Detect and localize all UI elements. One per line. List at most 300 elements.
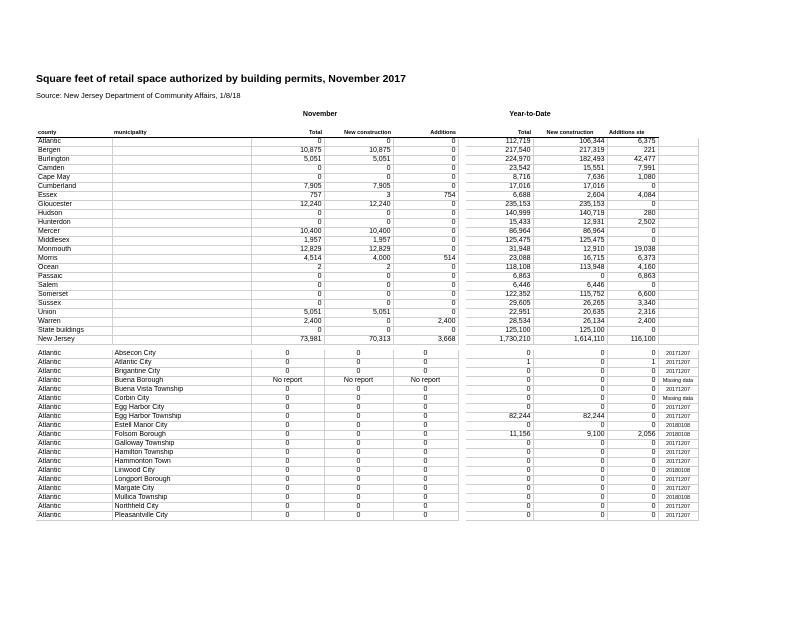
county-cell: Atlantic xyxy=(36,467,112,476)
ytd-new-cell: 0 xyxy=(533,386,607,395)
nov-total-cell: 0 xyxy=(251,327,324,336)
nov-total-cell: 12,240 xyxy=(251,201,324,210)
ytd-new-cell: 0 xyxy=(533,494,607,503)
ytd-new-cell: 86,964 xyxy=(533,228,607,237)
nov-new-cell: 5,051 xyxy=(324,309,393,318)
ytd-additions-cell: 6,373 xyxy=(607,255,658,264)
county-cell: Monmouth xyxy=(36,246,112,255)
gap-cell xyxy=(458,156,466,165)
municipality-row xyxy=(36,413,698,422)
note-cell xyxy=(658,183,698,192)
ytd-total-cell: 0 xyxy=(466,503,533,512)
county-cell: Cumberland xyxy=(36,183,112,192)
gap-cell xyxy=(458,368,466,377)
ytd-total-cell: 0 xyxy=(466,458,533,467)
gap-cell xyxy=(458,485,466,494)
ytd-total-cell: 0 xyxy=(466,512,533,521)
report-date-cell: 20171207 xyxy=(658,458,698,467)
nov-additions-cell: 0 xyxy=(393,228,458,237)
nov-total-cell: 0 xyxy=(251,273,324,282)
nov-additions-cell: 0 xyxy=(393,174,458,183)
ytd-new-cell: 106,344 xyxy=(533,138,607,147)
county-row xyxy=(36,174,698,183)
county-cell: Atlantic xyxy=(36,431,112,440)
ytd-additions-cell: 0 xyxy=(607,377,658,386)
nov-total-cell: 2 xyxy=(251,264,324,273)
nov-additions-cell: 0 xyxy=(393,431,458,440)
note-cell xyxy=(658,156,698,165)
ytd-total-cell: 0 xyxy=(466,368,533,377)
ytd-new-cell: 0 xyxy=(533,449,607,458)
nov-new-cell: 4,000 xyxy=(324,255,393,264)
ytd-new-cell: 0 xyxy=(533,395,607,404)
county-cell: Atlantic xyxy=(36,413,112,422)
nov-new-cell: 0 xyxy=(324,431,393,440)
note-cell xyxy=(658,309,698,318)
ytd-new-cell: 0 xyxy=(533,422,607,431)
report-date-cell: 20171207 xyxy=(658,350,698,359)
note-cell xyxy=(658,174,698,183)
report-date-cell: 20180108 xyxy=(658,431,698,440)
col-ytd-additions: Additions ste xyxy=(607,128,658,138)
gap-cell xyxy=(458,138,466,147)
municipality-cell xyxy=(112,201,251,210)
gap-cell xyxy=(458,431,466,440)
nov-new-cell: 0 xyxy=(324,273,393,282)
nov-total-cell: 5,051 xyxy=(251,156,324,165)
ytd-new-cell: 26,265 xyxy=(533,300,607,309)
nov-additions-cell: 0 xyxy=(393,237,458,246)
municipality-cell xyxy=(112,210,251,219)
municipality-cell xyxy=(112,237,251,246)
county-row xyxy=(36,264,698,273)
ytd-new-cell: 182,493 xyxy=(533,156,607,165)
report-date-cell: 20171207 xyxy=(658,359,698,368)
ytd-additions-cell: 2,400 xyxy=(607,318,658,327)
county-cell: Atlantic xyxy=(36,458,112,467)
ytd-new-cell: 235,153 xyxy=(533,201,607,210)
ytd-additions-cell: 0 xyxy=(607,327,658,336)
nov-additions-cell: 0 xyxy=(393,440,458,449)
nov-new-cell: 7,905 xyxy=(324,183,393,192)
col-nov-total: Total xyxy=(251,128,324,138)
nov-total-cell: 0 xyxy=(251,395,324,404)
ytd-new-cell: 82,244 xyxy=(533,413,607,422)
report-date-cell: 20171207 xyxy=(658,413,698,422)
gap-cell xyxy=(458,336,466,345)
ytd-total-cell: 0 xyxy=(466,386,533,395)
ytd-total-cell: 17,016 xyxy=(466,183,533,192)
nov-total-cell: 0 xyxy=(251,386,324,395)
ytd-additions-cell: 0 xyxy=(607,201,658,210)
ytd-new-cell: 7,636 xyxy=(533,174,607,183)
nov-new-cell: 0 xyxy=(324,138,393,147)
municipality-row xyxy=(36,395,698,404)
county-cell: Camden xyxy=(36,165,112,174)
nov-additions-cell: 0 xyxy=(393,476,458,485)
november-group-header: November xyxy=(302,111,338,118)
ytd-new-cell: 140,719 xyxy=(533,210,607,219)
county-cell: Mercer xyxy=(36,228,112,237)
nov-new-cell: 0 xyxy=(324,476,393,485)
municipality-cell: Pleasantville City xyxy=(112,512,251,521)
county-row xyxy=(36,336,698,345)
municipality-row xyxy=(36,467,698,476)
ytd-total-cell: 0 xyxy=(466,422,533,431)
gap-cell xyxy=(458,282,466,291)
municipality-row xyxy=(36,440,698,449)
nov-additions-cell: 0 xyxy=(393,201,458,210)
nov-additions-cell: 0 xyxy=(393,291,458,300)
county-row xyxy=(36,237,698,246)
note-cell xyxy=(658,282,698,291)
ytd-total-cell: 31,948 xyxy=(466,246,533,255)
gap-cell xyxy=(458,318,466,327)
note-cell xyxy=(658,318,698,327)
nov-total-cell: 73,981 xyxy=(251,336,324,345)
ytd-total-cell: 6,446 xyxy=(466,282,533,291)
ytd-total-cell: 0 xyxy=(466,494,533,503)
municipality-cell xyxy=(112,282,251,291)
nov-additions-cell: 0 xyxy=(393,327,458,336)
note-cell xyxy=(658,165,698,174)
ytd-total-cell: 118,108 xyxy=(466,264,533,273)
municipality-row xyxy=(36,476,698,485)
ytd-additions-cell: 42,477 xyxy=(607,156,658,165)
note-cell xyxy=(658,201,698,210)
ytd-additions-cell: 0 xyxy=(607,422,658,431)
nov-additions-cell: 0 xyxy=(393,183,458,192)
county-row xyxy=(36,138,698,147)
county-row xyxy=(36,327,698,336)
ytd-total-cell: 1 xyxy=(466,359,533,368)
county-cell: Gloucester xyxy=(36,201,112,210)
gap-header xyxy=(458,128,466,138)
ytd-total-cell: 23,088 xyxy=(466,255,533,264)
gap-cell xyxy=(458,512,466,521)
municipality-row xyxy=(36,377,698,386)
ytd-total-cell: 112,719 xyxy=(466,138,533,147)
report-date-cell: 20180108 xyxy=(658,422,698,431)
report-date-cell: 20171207 xyxy=(658,440,698,449)
nov-new-cell: 0 xyxy=(324,512,393,521)
ytd-total-cell: 23,542 xyxy=(466,165,533,174)
note-cell xyxy=(658,192,698,201)
nov-additions-cell: 0 xyxy=(393,359,458,368)
nov-additions-cell: 0 xyxy=(393,494,458,503)
nov-total-cell: 757 xyxy=(251,192,324,201)
county-cell: Bergen xyxy=(36,147,112,156)
county-row xyxy=(36,300,698,309)
nov-total-cell: 0 xyxy=(251,440,324,449)
gap-cell xyxy=(458,165,466,174)
ytd-additions-cell: 6,600 xyxy=(607,291,658,300)
gap-cell xyxy=(458,395,466,404)
ytd-additions-cell: 0 xyxy=(607,512,658,521)
municipality-cell xyxy=(112,318,251,327)
nov-total-cell: 0 xyxy=(251,300,324,309)
gap-cell xyxy=(458,413,466,422)
gap-cell xyxy=(458,503,466,512)
report-date-cell: 20171207 xyxy=(658,368,698,377)
nov-new-cell: 0 xyxy=(324,300,393,309)
municipality-row xyxy=(36,386,698,395)
ytd-total-cell: 6,688 xyxy=(466,192,533,201)
nov-new-cell: 10,875 xyxy=(324,147,393,156)
county-row xyxy=(36,246,698,255)
ytd-new-cell: 0 xyxy=(533,458,607,467)
nov-additions-cell: 3,668 xyxy=(393,336,458,345)
nov-total-cell: 0 xyxy=(251,359,324,368)
nov-new-cell: 0 xyxy=(324,165,393,174)
gap-cell xyxy=(458,359,466,368)
nov-additions-cell: 0 xyxy=(393,458,458,467)
county-cell: Cape May xyxy=(36,174,112,183)
gap-cell xyxy=(458,219,466,228)
municipality-row xyxy=(36,368,698,377)
nov-new-cell: 0 xyxy=(324,219,393,228)
gap-cell xyxy=(458,237,466,246)
note-cell xyxy=(658,336,698,345)
nov-new-cell: 0 xyxy=(324,440,393,449)
county-cell: Hudson xyxy=(36,210,112,219)
note-cell xyxy=(658,228,698,237)
municipality-row xyxy=(36,494,698,503)
municipality-row xyxy=(36,422,698,431)
municipality-cell xyxy=(112,138,251,147)
county-cell: Somerset xyxy=(36,291,112,300)
ytd-additions-cell: 0 xyxy=(607,386,658,395)
municipality-cell xyxy=(112,336,251,345)
report-date-cell: 20171207 xyxy=(658,512,698,521)
note-cell xyxy=(658,219,698,228)
ytd-total-cell: 0 xyxy=(466,485,533,494)
county-cell: Atlantic xyxy=(36,368,112,377)
ytd-new-cell: 113,948 xyxy=(533,264,607,273)
gap-cell xyxy=(458,147,466,156)
nov-additions-cell: 0 xyxy=(393,147,458,156)
nov-total-cell: 0 xyxy=(251,476,324,485)
county-cell: Hunterdon xyxy=(36,219,112,228)
nov-total-cell: 0 xyxy=(251,174,324,183)
nov-total-cell: 10,875 xyxy=(251,147,324,156)
nov-new-cell: 0 xyxy=(324,282,393,291)
ytd-additions-cell: 0 xyxy=(607,404,658,413)
nov-new-cell: 0 xyxy=(324,485,393,494)
gap-cell xyxy=(458,183,466,192)
municipality-cell: Margate City xyxy=(112,485,251,494)
nov-total-cell: 5,051 xyxy=(251,309,324,318)
ytd-total-cell: 0 xyxy=(466,377,533,386)
nov-additions-cell: 0 xyxy=(393,300,458,309)
nov-additions-cell: 0 xyxy=(393,512,458,521)
ytd-additions-cell: 7,991 xyxy=(607,165,658,174)
ytd-new-cell: 125,475 xyxy=(533,237,607,246)
municipality-cell xyxy=(112,147,251,156)
municipality-cell xyxy=(112,327,251,336)
ytd-additions-cell: 116,100 xyxy=(607,336,658,345)
gap-cell xyxy=(458,422,466,431)
ytd-total-cell: 29,605 xyxy=(466,300,533,309)
nov-new-cell: 70,313 xyxy=(324,336,393,345)
gap-cell xyxy=(458,255,466,264)
county-cell: Atlantic xyxy=(36,476,112,485)
nov-new-cell: 0 xyxy=(324,359,393,368)
ytd-group-header: Year-to-Date xyxy=(509,111,551,118)
municipality-row xyxy=(36,431,698,440)
ytd-new-cell: 115,752 xyxy=(533,291,607,300)
ytd-total-cell: 1,730,210 xyxy=(466,336,533,345)
ytd-new-cell: 0 xyxy=(533,485,607,494)
municipality-cell: Absecon City xyxy=(112,350,251,359)
municipality-cell xyxy=(112,165,251,174)
county-row xyxy=(36,282,698,291)
municipality-cell: Egg Harbor Township xyxy=(112,413,251,422)
ytd-additions-cell: 0 xyxy=(607,458,658,467)
county-cell: Passaic xyxy=(36,273,112,282)
nov-additions-cell: 0 xyxy=(393,368,458,377)
county-row xyxy=(36,201,698,210)
gap-cell xyxy=(458,264,466,273)
nov-new-cell: 2 xyxy=(324,264,393,273)
nov-total-cell: 0 xyxy=(251,467,324,476)
county-cell: New Jersey xyxy=(36,336,112,345)
col-nov-new: New construction xyxy=(324,128,393,138)
gap-cell xyxy=(458,386,466,395)
report-date-cell: 20171207 xyxy=(658,485,698,494)
municipality-cell xyxy=(112,300,251,309)
ytd-total-cell: 15,433 xyxy=(466,219,533,228)
col-county: county xyxy=(36,128,112,138)
ytd-new-cell: 15,551 xyxy=(533,165,607,174)
nov-total-cell: 0 xyxy=(251,282,324,291)
ytd-total-cell: 0 xyxy=(466,350,533,359)
ytd-total-cell: 86,964 xyxy=(466,228,533,237)
nov-total-cell: 0 xyxy=(251,512,324,521)
report-source: Source: New Jersey Department of Community Affairs, 1/8/18 xyxy=(36,91,241,100)
ytd-additions-cell: 6,863 xyxy=(607,273,658,282)
nov-additions-cell: 0 xyxy=(393,156,458,165)
nov-additions-cell: 0 xyxy=(393,386,458,395)
ytd-additions-cell: 0 xyxy=(607,467,658,476)
nov-new-cell: 12,240 xyxy=(324,201,393,210)
report-date-cell: Missing data xyxy=(658,395,698,404)
county-row xyxy=(36,255,698,264)
report-date-cell: 20171207 xyxy=(658,503,698,512)
county-row xyxy=(36,228,698,237)
gap-cell xyxy=(458,309,466,318)
nov-additions-cell: No report xyxy=(393,377,458,386)
note-cell xyxy=(658,246,698,255)
nov-additions-cell: 0 xyxy=(393,246,458,255)
ytd-new-cell: 0 xyxy=(533,476,607,485)
nov-new-cell: 0 xyxy=(324,368,393,377)
nov-new-cell: 3 xyxy=(324,192,393,201)
municipality-cell xyxy=(112,309,251,318)
ytd-total-cell: 0 xyxy=(466,440,533,449)
ytd-total-cell: 224,970 xyxy=(466,156,533,165)
col-ytd-new: New construction xyxy=(533,128,607,138)
county-row xyxy=(36,210,698,219)
county-row xyxy=(36,309,698,318)
gap-cell xyxy=(458,174,466,183)
county-row xyxy=(36,183,698,192)
municipality-cell xyxy=(112,183,251,192)
ytd-new-cell: 0 xyxy=(533,350,607,359)
note-cell xyxy=(658,210,698,219)
nov-new-cell: 0 xyxy=(324,422,393,431)
nov-new-cell: 0 xyxy=(324,494,393,503)
report-date-cell: 20171207 xyxy=(658,449,698,458)
col-nov-additions: Additions xyxy=(393,128,458,138)
nov-total-cell: 0 xyxy=(251,458,324,467)
nov-new-cell: 0 xyxy=(324,413,393,422)
nov-new-cell: 0 xyxy=(324,467,393,476)
gap-cell xyxy=(458,350,466,359)
ytd-new-cell: 0 xyxy=(533,368,607,377)
nov-new-cell: 0 xyxy=(324,386,393,395)
ytd-additions-cell: 0 xyxy=(607,476,658,485)
municipality-row xyxy=(36,404,698,413)
nov-additions-cell: 0 xyxy=(393,467,458,476)
municipality-cell: Estell Manor City xyxy=(112,422,251,431)
nov-total-cell: 0 xyxy=(251,210,324,219)
ytd-new-cell: 0 xyxy=(533,467,607,476)
county-cell: Burlington xyxy=(36,156,112,165)
ytd-new-cell: 20,635 xyxy=(533,309,607,318)
county-row xyxy=(36,192,698,201)
gap-cell xyxy=(458,300,466,309)
municipality-cell xyxy=(112,219,251,228)
gap-cell xyxy=(458,201,466,210)
note-cell xyxy=(658,264,698,273)
ytd-additions-cell: 0 xyxy=(607,368,658,377)
county-cell: Essex xyxy=(36,192,112,201)
nov-total-cell: 0 xyxy=(251,368,324,377)
note-cell xyxy=(658,255,698,264)
municipality-cell: Northfield City xyxy=(112,503,251,512)
ytd-total-cell: 0 xyxy=(466,395,533,404)
ytd-additions-cell: 0 xyxy=(607,282,658,291)
ytd-new-cell: 0 xyxy=(533,377,607,386)
nov-total-cell: 4,514 xyxy=(251,255,324,264)
ytd-additions-cell: 221 xyxy=(607,147,658,156)
ytd-additions-cell: 0 xyxy=(607,449,658,458)
ytd-additions-cell: 3,340 xyxy=(607,300,658,309)
nov-additions-cell: 0 xyxy=(393,273,458,282)
nov-additions-cell: 0 xyxy=(393,395,458,404)
municipality-row xyxy=(36,503,698,512)
ytd-total-cell: 122,352 xyxy=(466,291,533,300)
nov-new-cell: 0 xyxy=(324,210,393,219)
county-cell: Atlantic xyxy=(36,350,112,359)
municipality-cell xyxy=(112,273,251,282)
county-cell: Atlantic xyxy=(36,440,112,449)
ytd-new-cell: 6,446 xyxy=(533,282,607,291)
nov-total-cell: 2,400 xyxy=(251,318,324,327)
col-municipality: municipality xyxy=(112,128,251,138)
county-cell: Atlantic xyxy=(36,449,112,458)
ytd-additions-cell: 0 xyxy=(607,485,658,494)
ytd-additions-cell: 0 xyxy=(607,503,658,512)
municipal-body xyxy=(36,350,698,521)
ytd-total-cell: 140,999 xyxy=(466,210,533,219)
county-cell: Atlantic xyxy=(36,503,112,512)
nov-total-cell: 0 xyxy=(251,350,324,359)
municipality-row xyxy=(36,350,698,359)
ytd-new-cell: 12,931 xyxy=(533,219,607,228)
report-date-cell: 20171207 xyxy=(658,404,698,413)
